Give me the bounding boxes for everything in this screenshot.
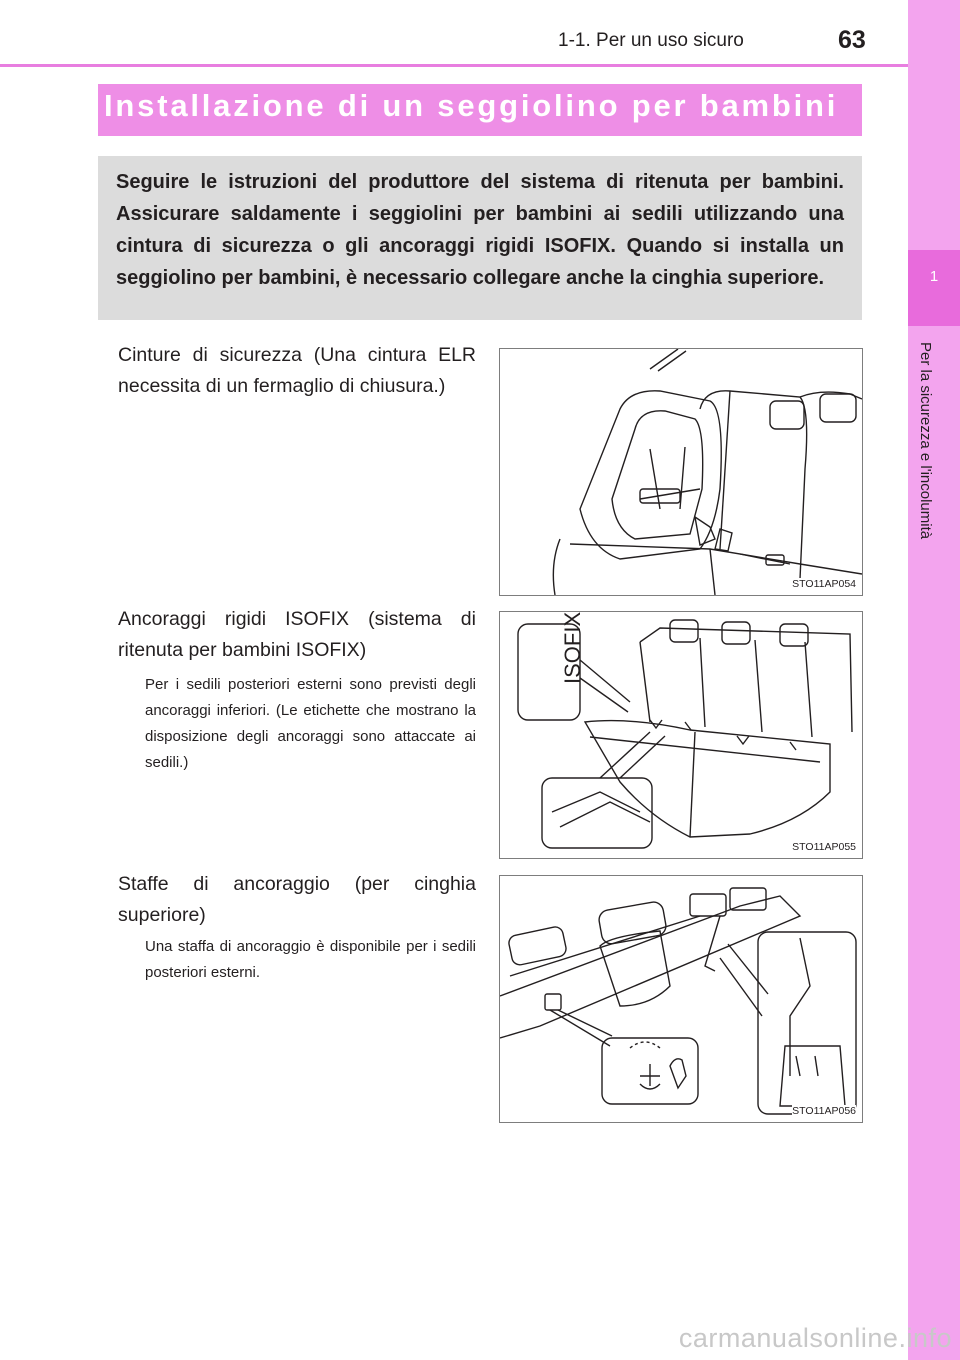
item-isofix-title: Ancoraggi rigidi ISOFIX (sistema di ritenuta per bambini ISOFIX) [118, 608, 476, 661]
item-seat-belts-title: Cinture di sicurezza (Una cintura ELR necessita di un fermaglio di chiusura.) [118, 344, 476, 397]
chapter-number: 1 [929, 268, 939, 285]
chapter-number-box [908, 250, 960, 326]
figure-code: STO11AP054 [792, 578, 856, 590]
item-isofix-note: Per i sedili posteriori esterni sono previsti degli ancoraggi inferiori. (Le etichette che mostrano la disposizione degli ancoraggi sono attaccate ai sedili.) [145, 676, 476, 771]
page-number: 63 [838, 26, 866, 54]
figure-isofix-anchors [499, 611, 863, 859]
chapter-side-tab [908, 0, 960, 1360]
section-title: Installazione di un seggiolino per bambini [104, 88, 839, 123]
item-anchor-brackets-title: Staffe di ancoraggio (per cinghia superiore) [118, 873, 476, 926]
figure-seat-belt-install [499, 348, 863, 596]
watermark: carmanualsonline.info [678, 1323, 952, 1353]
top-tether-illustration [500, 876, 862, 1122]
item-anchor-brackets-note: Una staffa di ancoraggio è disponibile per i sedili posteriori esterni. [145, 938, 476, 981]
figure-code: STO11AP056 [792, 1105, 856, 1117]
running-header-chapter: 1-1. Per un uso sicuro [558, 30, 744, 51]
isofix-label-text: ISOFIX [560, 612, 585, 684]
figure-top-tether-anchors [499, 875, 863, 1123]
child-seat-belt-illustration [500, 349, 862, 595]
isofix-illustration [500, 612, 862, 858]
chapter-label: Per la sicurezza e l'incolumità [917, 342, 934, 540]
figure-code: STO11AP055 [792, 841, 856, 853]
header-divider [0, 64, 908, 67]
intro-text: Seguire le istruzioni del produttore del sistema di ritenuta per bambini. Assicurare saldamente i seggiolini per bambini ai sedili utilizzando una cintura di sicurezza o gli ancoraggi rigidi ISOFIX. Quando si installa un seggiolino per bambini, è necessario collegare anche la cinghia superiore. [116, 171, 844, 289]
